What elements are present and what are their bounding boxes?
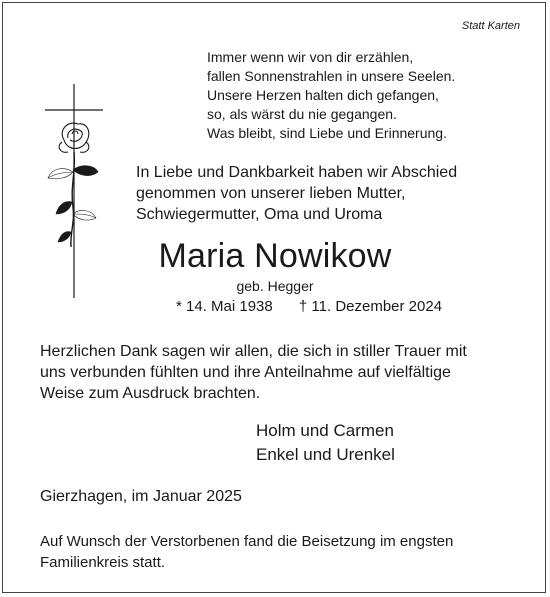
intro-line: genommen von unserer lieben Mutter, <box>136 185 406 202</box>
intro-text <box>136 162 457 225</box>
thanks-line: Herzlichen Dank sagen wir allen, die sich in stiller Trauer mit <box>40 343 467 360</box>
thanks-line: uns verbunden fühlten und ihre Anteilnahme auf vielfältige <box>40 364 451 381</box>
poem <box>207 48 455 143</box>
intro-line: Schwiegermutter, Oma und Uroma <box>136 206 383 223</box>
header-note: Statt Karten <box>461 20 520 32</box>
family-line: Holm und Carmen <box>256 421 394 440</box>
poem-line: fallen Sonnenstrahlen in unsere Seelen. <box>207 68 456 84</box>
intro-line: In Liebe und Dankbarkeit haben wir Abschied <box>136 164 458 181</box>
poem-line: Was bleibt, sind Liebe und Erinnerung. <box>207 125 447 141</box>
place-date: Gierzhagen, im Januar 2025 <box>40 488 242 505</box>
thanks-line: Weise zum Ausdruck brachten. <box>40 385 261 402</box>
family-signature <box>256 419 395 467</box>
poem-line: so, als wärst du nie gegangen. <box>207 106 397 122</box>
poem-line: Immer wenn wir von dir erzählen, <box>207 49 414 65</box>
family-line: Enkel und Urenkel <box>256 445 395 464</box>
funeral-note <box>40 531 453 573</box>
birth-date: * 14. Mai 1938 <box>176 298 273 315</box>
poem-line: Unsere Herzen halten dich gefangen, <box>207 87 439 103</box>
thanks-text <box>40 341 467 404</box>
funeral-line: Auf Wunsch der Verstorbenen fand die Beisetzung im engsten <box>40 533 454 550</box>
birth-name: geb. Hegger <box>236 278 314 294</box>
deceased-name: Maria Nowikow <box>158 237 392 275</box>
life-dates <box>176 298 442 315</box>
death-date: † 11. Dezember 2024 <box>298 298 443 315</box>
funeral-line: Familienkreis statt. <box>40 554 166 571</box>
